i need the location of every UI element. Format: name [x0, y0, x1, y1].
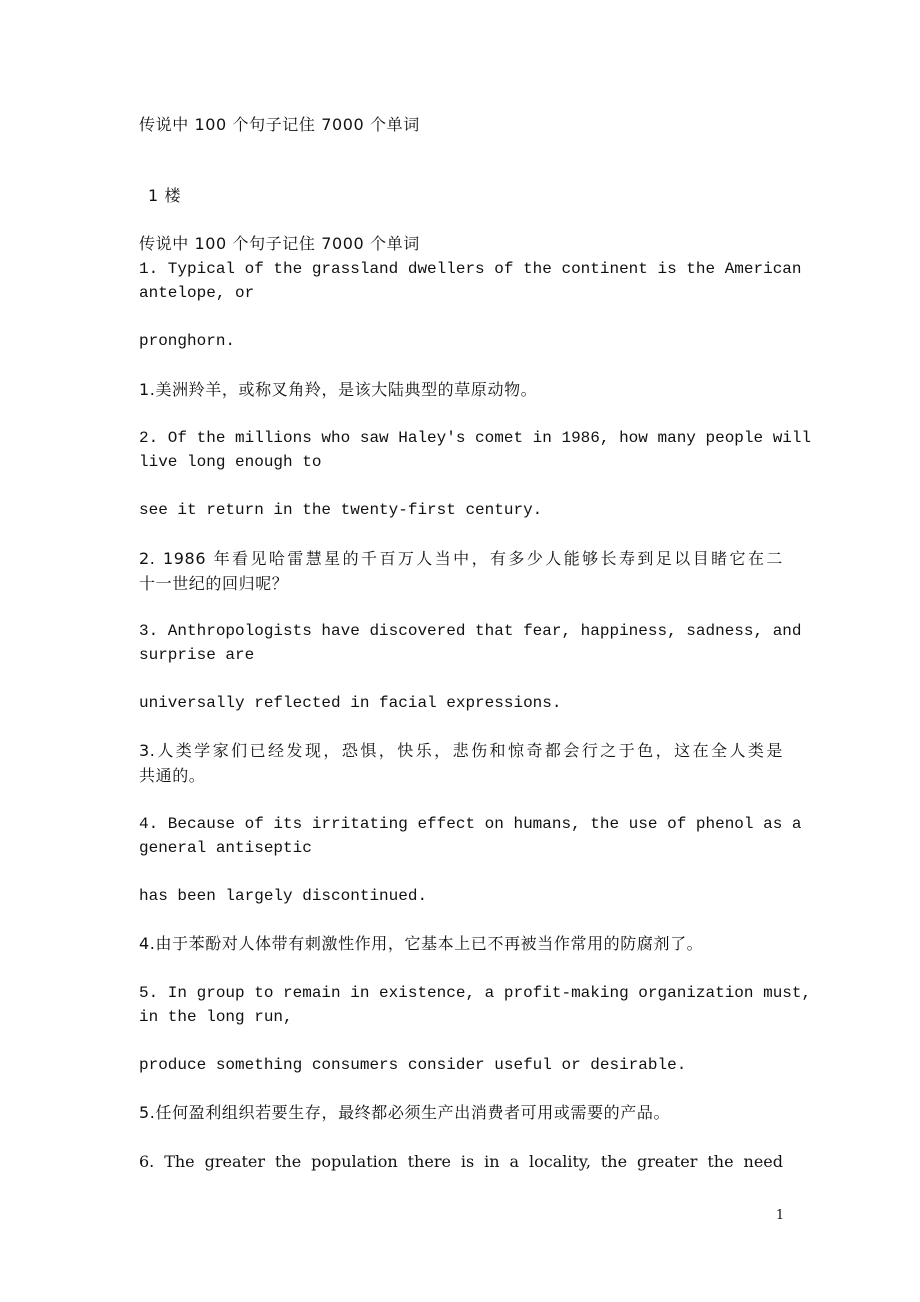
- sentence-1-cn: 1.美洲羚羊，或称叉角羚，是该大陆典型的草原动物。: [139, 380, 538, 399]
- sentence-1-en-line-2: antelope, or: [139, 284, 255, 302]
- document-subtitle: 传说中 100 个句子记住 7000 个单词: [139, 234, 420, 253]
- floor-label: 1 楼: [148, 186, 182, 205]
- sentence-5-cn: 5.任何盈利组织若要生存，最终都必须生产出消费者可用或需要的产品。: [139, 1103, 671, 1122]
- sentence-2-cn-line-1: 2. 1986 年看见哈雷慧星的千百万人当中，有多少人能够长寿到足以目睹它在二: [139, 549, 783, 568]
- sentence-5-en-line-2: in the long run,: [139, 1008, 293, 1026]
- sentence-1-en-line-3: pronghorn.: [139, 332, 236, 350]
- document-title: 传说中 100 个句子记住 7000 个单词: [139, 115, 420, 134]
- sentence-4-en-line-3: has been largely discontinued.: [139, 887, 428, 905]
- sentence-3-cn-line-1: 3.人类学家们已经发现，恐惧，快乐，悲伤和惊奇都会行之于色，这在全人类是: [139, 741, 783, 760]
- sentence-3-en-line-2: surprise are: [139, 646, 255, 664]
- sentence-4-cn: 4.由于苯酚对人体带有刺激性作用，它基本上已不再被当作常用的防腐剂了。: [139, 934, 704, 953]
- sentence-1-en-line-1: 1. Typical of the grassland dwellers of the continent is the American: [139, 260, 802, 278]
- sentence-2-en-line-3: see it return in the twenty-first century.: [139, 501, 543, 519]
- sentence-2-en-line-2: live long enough to: [139, 453, 322, 471]
- sentence-2-en-line-1: 2. Of the millions who saw Haley's comet in 1986, how many people will: [139, 429, 812, 447]
- sentence-3-en-line-3: universally reflected in facial expressions.: [139, 694, 562, 712]
- sentence-5-en-line-1: 5. In group to remain in existence, a profit-making organization must,: [139, 984, 812, 1002]
- sentence-3-en-line-1: 3. Anthropologists have discovered that fear, happiness, sadness, and: [139, 622, 802, 640]
- sentence-6-en-line-1: 6. The greater the population there is in a locality, the greater the need: [139, 1152, 783, 1171]
- sentence-4-en-line-1: 4. Because of its irritating effect on humans, the use of phenol as a: [139, 815, 802, 833]
- sentence-4-en-line-2: general antiseptic: [139, 839, 312, 857]
- sentence-3-cn-line-2: 共通的。: [139, 766, 206, 785]
- page-number: 1: [775, 1208, 785, 1223]
- sentence-2-cn-line-2: 十一世纪的回归呢？: [139, 574, 289, 593]
- sentence-5-en-line-3: produce something consumers consider useful or desirable.: [139, 1056, 687, 1074]
